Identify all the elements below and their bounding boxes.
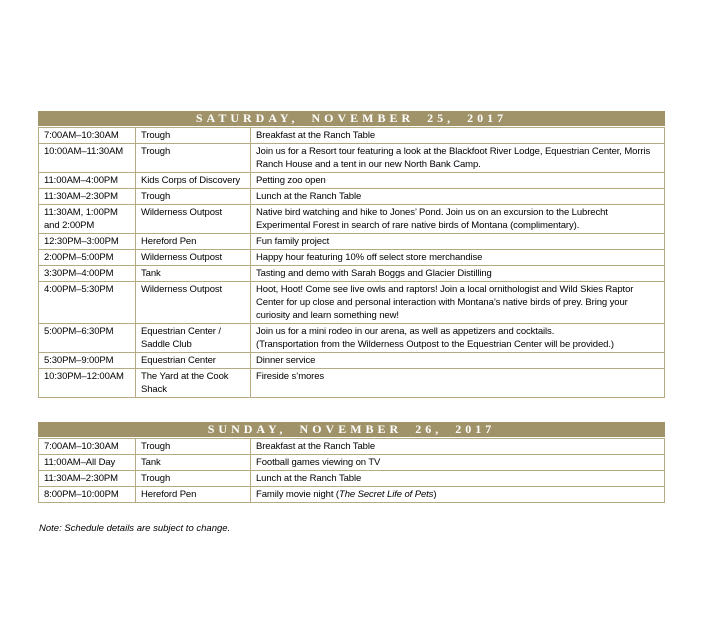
time-cell: 11:00AM–4:00PM bbox=[39, 173, 136, 189]
description-cell: Hoot, Hoot! Come see live owls and raptors! Join a local ornithologist and Wild Skies Raptor Center for up close and personal interaction with Montana’s native birds of prey. Bring your curiosity and learn something new! bbox=[251, 282, 665, 324]
time-cell: 7:00AM–10:30AM bbox=[39, 128, 136, 144]
section-divider bbox=[38, 398, 665, 422]
schedule-row bbox=[39, 189, 665, 205]
location-cell: Trough bbox=[136, 189, 251, 205]
location-cell: Hereford Pen bbox=[136, 234, 251, 250]
description-cell: Breakfast at the Ranch Table bbox=[251, 128, 665, 144]
location-cell: Wilderness Outpost bbox=[136, 282, 251, 324]
schedule-page bbox=[38, 111, 665, 535]
saturday-day-header: SATURDAY, NOVEMBER 25, 2017 bbox=[38, 111, 665, 126]
location-cell: Tank bbox=[136, 455, 251, 471]
location-cell: Tank bbox=[136, 266, 251, 282]
saturday-section bbox=[38, 111, 665, 398]
schedule-row bbox=[39, 234, 665, 250]
description-cell: Breakfast at the Ranch Table bbox=[251, 439, 665, 455]
description-cell: Family movie night (The Secret Life of Pets) bbox=[251, 487, 665, 503]
time-cell: 12:30PM–3:00PM bbox=[39, 234, 136, 250]
time-cell: 11:30AM–2:30PM bbox=[39, 471, 136, 487]
sunday-section bbox=[38, 422, 665, 503]
description-cell: Join us for a mini rodeo in our arena, as well as appetizers and cocktails. (Transportation from the Wilderness Outpost to the Equestrian Center will be provided.) bbox=[251, 324, 665, 353]
schedule-note: Note: Schedule details are subject to change. bbox=[39, 523, 231, 534]
location-cell: Trough bbox=[136, 439, 251, 455]
location-cell: Hereford Pen bbox=[136, 487, 251, 503]
time-cell: 11:30AM, 1:00PM and 2:00PM bbox=[39, 205, 136, 234]
schedule-row bbox=[39, 173, 665, 189]
time-cell: 8:00PM–10:00PM bbox=[39, 487, 136, 503]
location-cell: Wilderness Outpost bbox=[136, 250, 251, 266]
time-cell: 2:00PM–5:00PM bbox=[39, 250, 136, 266]
schedule-row bbox=[39, 144, 665, 173]
location-cell: Wilderness Outpost bbox=[136, 205, 251, 234]
time-cell: 5:00PM–6:30PM bbox=[39, 324, 136, 353]
time-cell: 10:00AM–11:30AM bbox=[39, 144, 136, 173]
schedule-row bbox=[39, 205, 665, 234]
time-cell: 11:00AM–All Day bbox=[39, 455, 136, 471]
schedule-row bbox=[39, 455, 665, 471]
location-cell: Trough bbox=[136, 144, 251, 173]
description-cell: Petting zoo open bbox=[251, 173, 665, 189]
schedule-row bbox=[39, 471, 665, 487]
description-cell: Football games viewing on TV bbox=[251, 455, 665, 471]
description-cell: Join us for a Resort tour featuring a look at the Blackfoot River Lodge, Equestrian Center, Morris Ranch House and a tent in our new North Bank Camp. bbox=[251, 144, 665, 173]
description-cell: Happy hour featuring 10% off select store merchandise bbox=[251, 250, 665, 266]
time-cell: 10:30PM–12:00AM bbox=[39, 369, 136, 398]
schedule-row bbox=[39, 250, 665, 266]
schedule-row bbox=[39, 369, 665, 398]
location-cell: Kids Corps of Discovery bbox=[136, 173, 251, 189]
time-cell: 4:00PM–5:30PM bbox=[39, 282, 136, 324]
description-cell: Tasting and demo with Sarah Boggs and Glacier Distilling bbox=[251, 266, 665, 282]
description-cell: Lunch at the Ranch Table bbox=[251, 471, 665, 487]
location-cell: Trough bbox=[136, 471, 251, 487]
time-cell: 11:30AM–2:30PM bbox=[39, 189, 136, 205]
time-cell: 7:00AM–10:30AM bbox=[39, 439, 136, 455]
description-cell: Dinner service bbox=[251, 353, 665, 369]
schedule-row bbox=[39, 353, 665, 369]
sunday-day-header: SUNDAY, NOVEMBER 26, 2017 bbox=[38, 422, 665, 437]
sunday-schedule-table bbox=[38, 438, 665, 503]
schedule-row bbox=[39, 266, 665, 282]
description-cell: Fireside s’mores bbox=[251, 369, 665, 398]
schedule-row bbox=[39, 487, 665, 503]
schedule-row bbox=[39, 128, 665, 144]
location-cell: Trough bbox=[136, 128, 251, 144]
location-cell: Equestrian Center / Saddle Club bbox=[136, 324, 251, 353]
description-cell: Lunch at the Ranch Table bbox=[251, 189, 665, 205]
saturday-schedule-table bbox=[38, 127, 665, 398]
schedule-row bbox=[39, 439, 665, 455]
schedule-row bbox=[39, 282, 665, 324]
location-cell: The Yard at the Cook Shack bbox=[136, 369, 251, 398]
description-cell: Native bird watching and hike to Jones’ Pond. Join us on an excursion to the Lubrecht Experimental Forest in search of rare native birds of Montana (complimentary). bbox=[251, 205, 665, 234]
time-cell: 3:30PM–4:00PM bbox=[39, 266, 136, 282]
schedule-row bbox=[39, 324, 665, 353]
description-cell: Fun family project bbox=[251, 234, 665, 250]
location-cell: Equestrian Center bbox=[136, 353, 251, 369]
time-cell: 5:30PM–9:00PM bbox=[39, 353, 136, 369]
